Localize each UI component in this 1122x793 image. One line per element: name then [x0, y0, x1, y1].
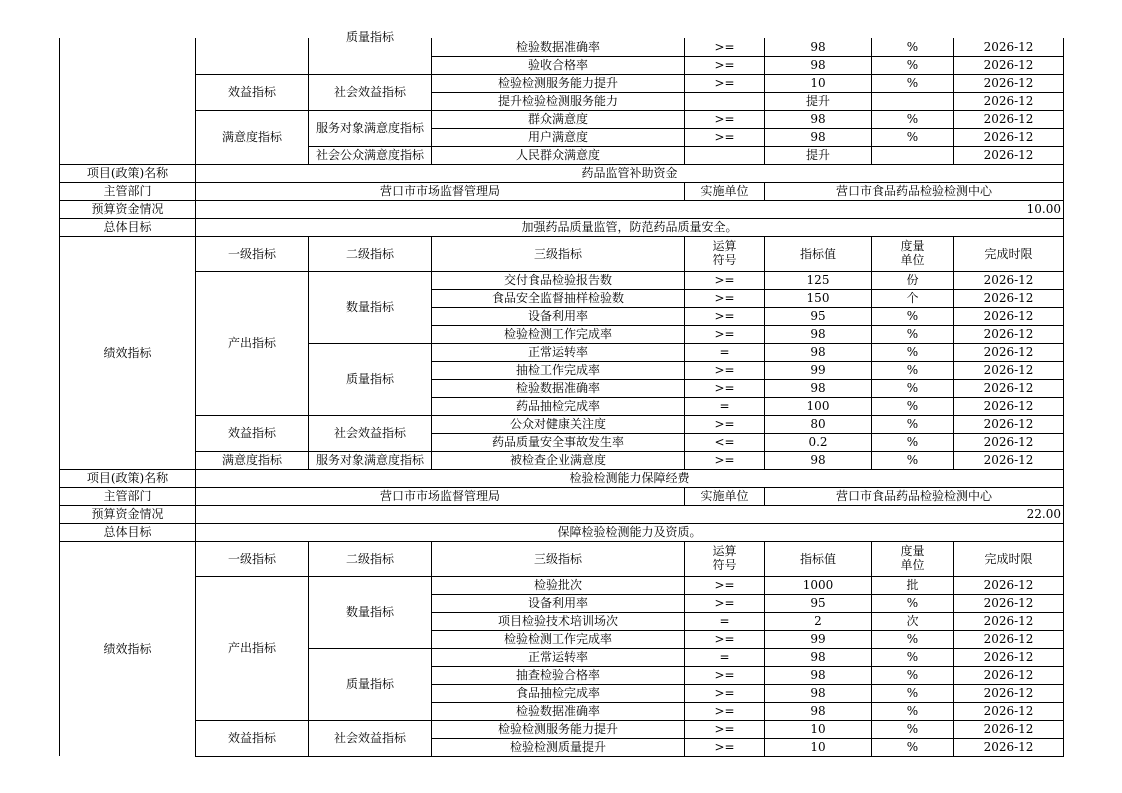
deadline: 2026-12: [954, 666, 1064, 684]
unit: 次: [872, 612, 954, 630]
unit: %: [872, 397, 954, 415]
value: 98: [765, 128, 872, 146]
header-level2: 二级指标: [309, 541, 432, 576]
operator: >=: [685, 666, 765, 684]
indicator-name: 检验检测工作完成率: [432, 630, 685, 648]
unit: %: [872, 594, 954, 612]
project-name-label: 项目(政策)名称: [60, 469, 196, 487]
dept-value: 营口市市场监督管理局: [196, 487, 685, 505]
table-row: [60, 110, 1064, 128]
header-level1: 一级指标: [196, 541, 309, 576]
operator: >=: [685, 720, 765, 738]
indicator-name: 提升检验检测服务能力: [432, 92, 685, 110]
table-row: [60, 271, 1064, 289]
dept-label: 主管部门: [60, 487, 196, 505]
indicator-name: 抽检工作完成率: [432, 361, 685, 379]
deadline: 2026-12: [954, 74, 1064, 92]
value: 99: [765, 361, 872, 379]
operator: >=: [685, 128, 765, 146]
table-row: [60, 415, 1064, 433]
header-level1: 一级指标: [196, 236, 309, 271]
unit: 个: [872, 289, 954, 307]
deadline: 2026-12: [954, 289, 1064, 307]
indicator-name: 检验检测服务能力提升: [432, 74, 685, 92]
operator: >=: [685, 630, 765, 648]
social-label: 社会效益指标: [309, 74, 432, 110]
deadline: 2026-12: [954, 128, 1064, 146]
deadline: 2026-12: [954, 325, 1064, 343]
public-sat-label: 社会公众满意度指标: [309, 146, 432, 164]
deadline: 2026-12: [954, 110, 1064, 128]
operator: [685, 92, 765, 110]
unit: %: [872, 630, 954, 648]
value: 10: [765, 74, 872, 92]
deadline: 2026-12: [954, 379, 1064, 397]
indicator-name: 设备利用率: [432, 307, 685, 325]
indicator-name: 检验数据准确率: [432, 379, 685, 397]
deadline: 2026-12: [954, 630, 1064, 648]
performance-indicator-table: [59, 30, 1064, 757]
indicator-name: 药品质量安全事故发生率: [432, 433, 685, 451]
impl-label: 实施单位: [685, 487, 765, 505]
value: 98: [765, 666, 872, 684]
deadline: 2026-12: [954, 38, 1064, 56]
unit: %: [872, 110, 954, 128]
indicator-name: 检验检测服务能力提升: [432, 720, 685, 738]
deadline: 2026-12: [954, 594, 1064, 612]
operator: =: [685, 397, 765, 415]
value: 10: [765, 720, 872, 738]
indicator-name: 正常运转率: [432, 343, 685, 361]
benefit-label: 效益指标: [196, 74, 309, 110]
output-label: 产出指标: [196, 271, 309, 415]
unit: %: [872, 38, 954, 56]
value: 80: [765, 415, 872, 433]
value: 98: [765, 38, 872, 56]
indicator-name: 检验数据准确率: [432, 38, 685, 56]
indicator-name: 群众满意度: [432, 110, 685, 128]
operator: >=: [685, 576, 765, 594]
operator: >=: [685, 415, 765, 433]
unit: %: [872, 415, 954, 433]
table-row: [60, 74, 1064, 92]
operator: >=: [685, 361, 765, 379]
header-operator: 运算 符号: [685, 541, 765, 576]
indicator-name: 抽查检验合格率: [432, 666, 685, 684]
value: 0.2: [765, 433, 872, 451]
unit: %: [872, 648, 954, 666]
operator: [685, 146, 765, 164]
header-level3: 三级指标: [432, 541, 685, 576]
social-label: 社会效益指标: [309, 415, 432, 451]
value: 125: [765, 271, 872, 289]
table-header-row: [60, 541, 1064, 576]
unit: %: [872, 433, 954, 451]
operator: >=: [685, 38, 765, 56]
operator: >=: [685, 289, 765, 307]
unit: %: [872, 702, 954, 720]
project-name-label: 项目(政策)名称: [60, 164, 196, 182]
operator: >=: [685, 307, 765, 325]
service-sat-label: 服务对象满意度指标: [309, 451, 432, 469]
value: 10: [765, 738, 872, 756]
table-row: [60, 200, 1064, 218]
indicator-name: 人民群众满意度: [432, 146, 685, 164]
perf-label: 绩效指标: [60, 541, 196, 756]
table-row: [60, 720, 1064, 738]
quantity-label: 数量指标: [309, 271, 432, 343]
indicator-name: 检验检测质量提升: [432, 738, 685, 756]
goal-label: 总体目标: [60, 218, 196, 236]
operator: >=: [685, 325, 765, 343]
deadline: 2026-12: [954, 271, 1064, 289]
header-level3: 三级指标: [432, 236, 685, 271]
quality-label-cell: 质量指标: [309, 38, 432, 74]
value: 98: [765, 56, 872, 74]
operator: >=: [685, 702, 765, 720]
value: 98: [765, 379, 872, 397]
value: 98: [765, 325, 872, 343]
header-value: 指标值: [765, 541, 872, 576]
operator: >=: [685, 56, 765, 74]
indicator-name: 正常运转率: [432, 648, 685, 666]
operator: >=: [685, 379, 765, 397]
table-row: [60, 576, 1064, 594]
unit: %: [872, 128, 954, 146]
header-deadline: 完成时限: [954, 236, 1064, 271]
deadline: 2026-12: [954, 361, 1064, 379]
unit: %: [872, 720, 954, 738]
table-row: [60, 505, 1064, 523]
deadline: 2026-12: [954, 56, 1064, 74]
impl-value: 营口市食品药品检验检测中心: [765, 487, 1064, 505]
header-deadline: 完成时限: [954, 541, 1064, 576]
service-sat-label: 服务对象满意度指标: [309, 110, 432, 146]
value: 提升: [765, 92, 872, 110]
unit: %: [872, 56, 954, 74]
budget-label: 预算资金情况: [60, 505, 196, 523]
deadline: 2026-12: [954, 307, 1064, 325]
quantity-label: 数量指标: [309, 576, 432, 648]
value: 2: [765, 612, 872, 630]
impl-label: 实施单位: [685, 182, 765, 200]
goal-value: 保障检验检测能力及资质。: [196, 523, 1064, 541]
unit: %: [872, 307, 954, 325]
dept-value: 营口市市场监督管理局: [196, 182, 685, 200]
unit: %: [872, 738, 954, 756]
operator: <=: [685, 433, 765, 451]
unit: %: [872, 325, 954, 343]
quality-label: 质量指标: [309, 648, 432, 720]
table-row: [60, 218, 1064, 236]
unit: %: [872, 343, 954, 361]
header-unit: 度量 单位: [872, 236, 954, 271]
value: 1000: [765, 576, 872, 594]
operator: >=: [685, 74, 765, 92]
unit: %: [872, 379, 954, 397]
value: 100: [765, 397, 872, 415]
operator: >=: [685, 271, 765, 289]
indicator-name: 检验批次: [432, 576, 685, 594]
project-name: 药品监管补助资金: [196, 164, 1064, 182]
unit: [872, 146, 954, 164]
indicator-name: 药品抽检完成率: [432, 397, 685, 415]
header-level2: 二级指标: [309, 236, 432, 271]
deadline: 2026-12: [954, 451, 1064, 469]
deadline: 2026-12: [954, 146, 1064, 164]
table-row: [60, 182, 1064, 200]
table-row: [60, 164, 1064, 182]
deadline: 2026-12: [954, 720, 1064, 738]
header-operator: 运算 符号: [685, 236, 765, 271]
operator: =: [685, 612, 765, 630]
indicator-name: 项目检验技术培训场次: [432, 612, 685, 630]
indicator-name: 设备利用率: [432, 594, 685, 612]
budget-value: 22.00: [196, 505, 1064, 523]
table-header-row: [60, 236, 1064, 271]
value: 150: [765, 289, 872, 307]
operator: =: [685, 343, 765, 361]
perf-label-cell: [60, 74, 196, 164]
operator: >=: [685, 684, 765, 702]
goal-value: 加强药品质量监管，防范药品质量安全。: [196, 218, 1064, 236]
value: 95: [765, 594, 872, 612]
unit: 批: [872, 576, 954, 594]
indicator-name: 验收合格率: [432, 56, 685, 74]
satisfaction-label: 满意度指标: [196, 110, 309, 164]
output-label-cell: [196, 38, 309, 74]
value: 95: [765, 307, 872, 325]
social-label: 社会效益指标: [309, 720, 432, 756]
value: 99: [765, 630, 872, 648]
operator: =: [685, 648, 765, 666]
indicator-name: 交付食品检验报告数: [432, 271, 685, 289]
operator: >=: [685, 738, 765, 756]
deadline: 2026-12: [954, 648, 1064, 666]
deadline: 2026-12: [954, 738, 1064, 756]
quality-label: 质量指标: [309, 343, 432, 415]
deadline: 2026-12: [954, 684, 1064, 702]
deadline: 2026-12: [954, 576, 1064, 594]
deadline: 2026-12: [954, 397, 1064, 415]
indicator-name: 公众对健康关注度: [432, 415, 685, 433]
indicator-name: 检验数据准确率: [432, 702, 685, 720]
budget-label: 预算资金情况: [60, 200, 196, 218]
perf-label: 绩效指标: [60, 236, 196, 469]
output-label: 产出指标: [196, 576, 309, 720]
dept-label: 主管部门: [60, 182, 196, 200]
indicator-name: 食品抽检完成率: [432, 684, 685, 702]
unit: 份: [872, 271, 954, 289]
deadline: 2026-12: [954, 92, 1064, 110]
value: 98: [765, 110, 872, 128]
value: 98: [765, 684, 872, 702]
budget-value: 10.00: [196, 200, 1064, 218]
value: 98: [765, 451, 872, 469]
indicator-name: 被检查企业满意度: [432, 451, 685, 469]
operator: >=: [685, 594, 765, 612]
deadline: 2026-12: [954, 415, 1064, 433]
unit: [872, 92, 954, 110]
benefit-label: 效益指标: [196, 415, 309, 451]
deadline: 2026-12: [954, 433, 1064, 451]
project-name: 检验检测能力保障经费: [196, 469, 1064, 487]
unit: %: [872, 451, 954, 469]
satisfaction-label: 满意度指标: [196, 451, 309, 469]
deadline: 2026-12: [954, 612, 1064, 630]
value: 98: [765, 648, 872, 666]
table-row: [60, 469, 1064, 487]
unit: %: [872, 74, 954, 92]
header-unit: 度量 单位: [872, 541, 954, 576]
operator: >=: [685, 451, 765, 469]
deadline: 2026-12: [954, 702, 1064, 720]
value: 98: [765, 702, 872, 720]
value: 提升: [765, 146, 872, 164]
unit: %: [872, 684, 954, 702]
table-row: [60, 38, 1064, 56]
goal-label: 总体目标: [60, 523, 196, 541]
table-row: [60, 451, 1064, 469]
indicator-name: 食品安全监督抽样检验数: [432, 289, 685, 307]
benefit-label: 效益指标: [196, 720, 309, 756]
operator: >=: [685, 110, 765, 128]
unit: %: [872, 666, 954, 684]
perf-label-cell: [60, 38, 196, 74]
table-row: [60, 487, 1064, 505]
unit: %: [872, 361, 954, 379]
indicator-name: 用户满意度: [432, 128, 685, 146]
value: 98: [765, 343, 872, 361]
indicator-name: 检验检测工作完成率: [432, 325, 685, 343]
impl-value: 营口市食品药品检验检测中心: [765, 182, 1064, 200]
header-value: 指标值: [765, 236, 872, 271]
deadline: 2026-12: [954, 343, 1064, 361]
table-row: [60, 523, 1064, 541]
